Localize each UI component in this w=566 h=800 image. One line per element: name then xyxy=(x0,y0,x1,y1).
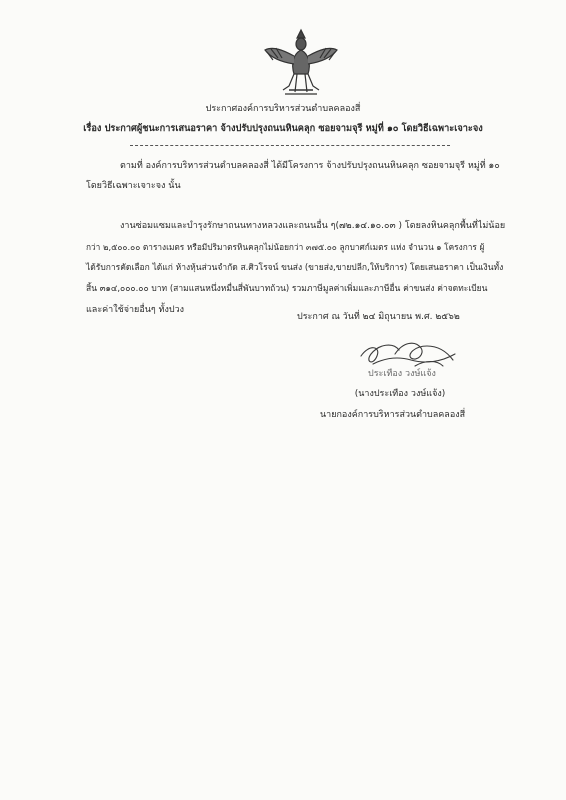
signature-text: ประเทือง วงษ์แจ้ง xyxy=(368,369,436,379)
signer-title: นายกองค์การบริหารส่วนตำบลคลองสี่ xyxy=(320,410,466,420)
para2-line3: ได้รับการคัดเลือก ได้แก่ ห้างหุ้นส่วนจำกัด ส.ศิวโรจน์ ขนส่ง (ขายส่ง,ขายปลีก,ให้บริการ) โดยเสนอราคา เป็นเงินทั้ง xyxy=(86,263,504,273)
para2-line2: กว่า ๒,๕๐๐.๐๐ ตารางเมตร หรือมีปริมาตรหินคลุกไม่น้อยกว่า ๓๗๕.๐๐ ลูกบาศก์เมตร แห่ง จำนวน ๑ โครงการ ผู้ xyxy=(86,242,485,252)
para2-line4: สิ้น ๓๑๔,๐๐๐.๐๐ บาท (สามแสนหนึ่งหมื่นสี่พันบาทถ้วน) รวมภาษีมูลค่าเพิ่มและภาษีอื่น ค่าขนส่ง ค่าจดทะเบียน xyxy=(86,284,488,294)
divider-line xyxy=(130,145,450,146)
subject-line: เรื่อง ประกาศผู้ชนะการเสนอราคา จ้างปรับปรุงถนนหินคลุก ซอยจามจุรี หมู่ที่ ๑๐ โดยวิธีเฉพาะเจาะจง xyxy=(83,123,483,134)
para2-line5: และค่าใช้จ่ายอื่นๆ ทั้งปวง xyxy=(86,305,185,315)
para2-line1: งานซ่อมแซมและบำรุงรักษาถนนทางหลวงและถนนอื่น ๆ(๗๒.๑๔.๑๐.๐๓ ) โดยลงหินคลุกพื้นที่ไม่น้อย xyxy=(120,221,506,231)
para1-line2: โดยวิธีเฉพาะเจาะจง นั้น xyxy=(86,181,181,191)
para1-line1: ตามที่ องค์การบริหารส่วนตำบลคลองสี่ ได้มีโครงการ จ้างปรับปรุงถนนหินคลุก ซอยจามจุรี หมู่ที่ ๑๐ xyxy=(120,161,500,171)
org-announcement-line: ประกาศองค์การบริหารส่วนตำบลคลองสี่ xyxy=(205,104,361,114)
signer-name: (นางประเทือง วงษ์แจ้ง) xyxy=(354,389,446,399)
garuda-emblem-icon xyxy=(263,28,339,98)
announcement-date: ประกาศ ณ วันที่ ๒๔ มิถุนายน พ.ศ. ๒๕๖๒ xyxy=(297,312,460,322)
